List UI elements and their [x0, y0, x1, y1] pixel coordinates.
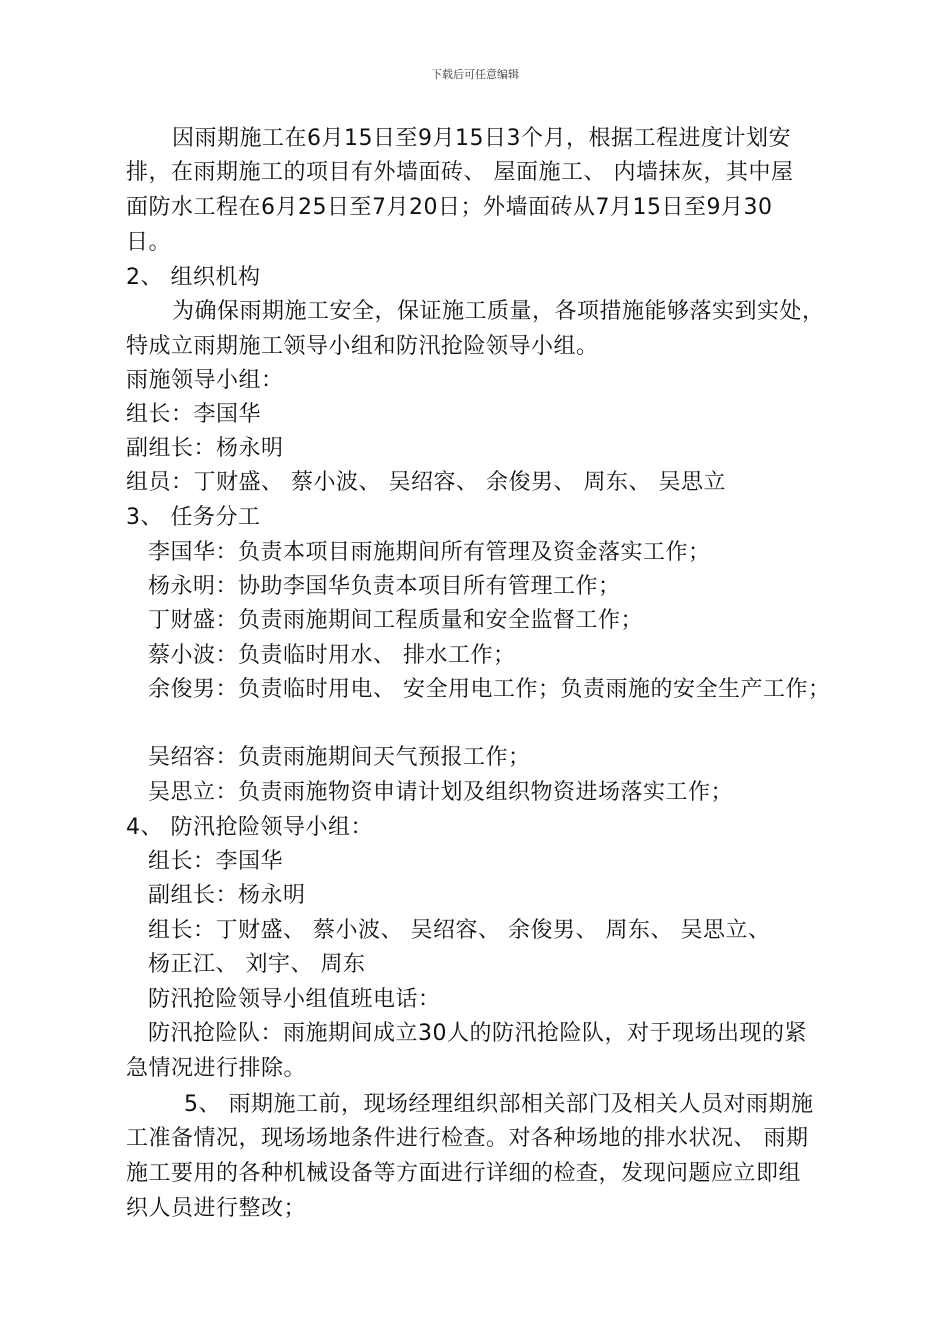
member-line: 组长：李国华	[126, 402, 262, 427]
task-line: 吴绍容：负责雨施期间天气预报工作；	[148, 745, 531, 770]
paragraph-line: 织人员进行整改；	[126, 1196, 307, 1221]
group-label: 雨施领导小组：	[126, 368, 284, 393]
task-line: 李国华：负责本项目雨施期间所有管理及资金落实工作；	[148, 540, 711, 565]
paragraph-line: 为确保雨期施工安全，保证施工质量，各项措施能够落实到实处，	[172, 299, 825, 324]
task-line: 蔡小波：负责临时用水、 排水工作；	[148, 643, 516, 668]
section-heading: 2、 组织机构	[126, 265, 261, 290]
member-line: 组长：丁财盛、 蔡小波、 吴绍容、 余俊男、 周东、 吴思立、	[148, 918, 771, 943]
page-header: 下载后可任意编辑	[431, 68, 519, 81]
paragraph-line: 5、 雨期施工前，现场经理组织部相关部门及相关人员对雨期施	[184, 1092, 814, 1117]
member-line: 组员：丁财盛、 蔡小波、 吴绍容、 余俊男、 周东、 吴思立	[126, 470, 726, 495]
member-line: 副组长：杨永明	[148, 883, 306, 908]
paragraph-line: 防汛抢险队：雨施期间成立30人的防汛抢险队，对于现场出现的紧	[148, 1021, 807, 1046]
paragraph-line: 排，在雨期施工的项目有外墙面砖、 屋面施工、 内墙抹灰，其中屋	[126, 160, 794, 185]
task-line: 杨永明：协助李国华负责本项目所有管理工作；	[148, 574, 621, 599]
paragraph-line: 特成立雨期施工领导小组和防汛抢险领导小组。	[126, 334, 599, 359]
paragraph-line: 日。	[126, 230, 172, 255]
task-line: 余俊男：负责临时用电、 安全用电工作；负责雨施的安全生产工作；	[148, 677, 831, 702]
member-line: 组长：李国华	[148, 849, 284, 874]
section-heading: 4、 防汛抢险领导小组：	[126, 815, 373, 840]
member-line: 副组长：杨永明	[126, 436, 284, 461]
paragraph-line: 施工要用的各种机械设备等方面进行详细的检查，发现问题应立即组	[126, 1161, 802, 1186]
paragraph-line: 急情况进行排除。	[126, 1056, 307, 1081]
member-line: 杨正江、 刘宇、 周东	[148, 952, 366, 977]
paragraph-line: 因雨期施工在6月15日至9月15日3个月，根据工程进度计划安	[172, 126, 791, 151]
task-line: 丁财盛：负责雨施期间工程质量和安全监督工作；	[148, 608, 644, 633]
section-heading: 3、 任务分工	[126, 505, 261, 530]
paragraph-line: 工准备情况，现场场地条件进行检查。对各种场地的排水状况、 雨期	[126, 1126, 809, 1151]
duty-phone-line: 防汛抢险领导小组值班电话：	[148, 987, 441, 1012]
task-line: 吴思立：负责雨施物资申请计划及组织物资进场落实工作；	[148, 780, 734, 805]
paragraph-line: 面防水工程在6月25日至7月20日；外墙面砖从7月15日至9月30	[126, 195, 773, 220]
